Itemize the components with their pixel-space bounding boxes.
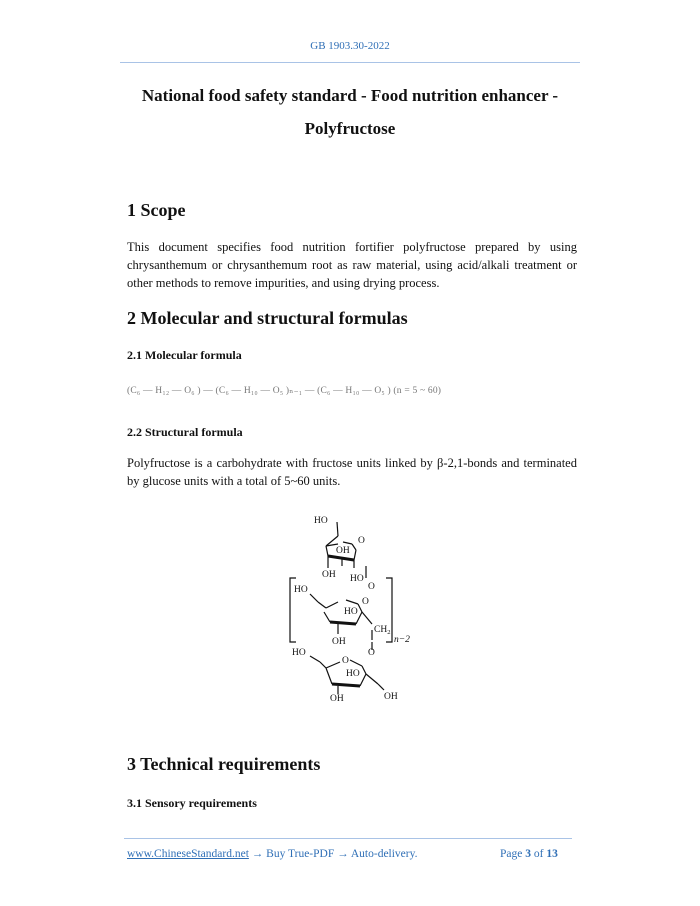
footer-arrow-1: → bbox=[251, 848, 264, 860]
page-indicator bbox=[500, 848, 558, 860]
structural-paragraph: Polyfructose is a carbohydrate with fructose units linked by β-2,1-bonds and terminated by glucose units with a total of 5~60 units. bbox=[127, 456, 577, 488]
footer-site-link[interactable]: www.ChineseStandard.net bbox=[127, 848, 249, 860]
label-oh-2: OH bbox=[322, 570, 336, 580]
label-repeat-n: n−2 bbox=[394, 635, 410, 645]
footer-arrow-2: → bbox=[337, 848, 349, 860]
label-oh-5: OH bbox=[384, 692, 398, 702]
label-ho-5: HO bbox=[292, 648, 306, 658]
molecular-formula: (C₆ — H₁₂ — O₆ ) — (C₆ — H₁₀ — O₅ )ₙ₋₁ — (C₆ — H₁₀ — O₅ ) (n = 5 ~ 60) bbox=[127, 386, 442, 396]
subheading-sensory: 3.1 Sensory requirements bbox=[127, 796, 257, 810]
footer-delivery-text: Auto-delivery. bbox=[350, 848, 418, 860]
footer-divider bbox=[124, 838, 572, 839]
label-o-3: O bbox=[342, 656, 349, 666]
label-oh-1: OH bbox=[336, 546, 350, 556]
page-current: 3 bbox=[525, 848, 531, 860]
section-heading-technical: 3 Technical requirements bbox=[127, 754, 321, 774]
header-divider bbox=[120, 62, 580, 63]
document-number: GB 1903.30-2022 bbox=[310, 40, 390, 52]
label-o-link-2: O bbox=[368, 648, 375, 658]
label-o-1: O bbox=[358, 536, 365, 546]
section-heading-formulas: 2 Molecular and structural formulas bbox=[127, 308, 408, 328]
section-heading-scope: 1 Scope bbox=[127, 200, 186, 220]
footer-buy-link[interactable]: Buy True-PDF bbox=[266, 848, 335, 860]
label-ho-2: HO bbox=[350, 574, 364, 584]
label-ch2: $CH_2$ bbox=[374, 625, 391, 636]
label-ho-3: HO bbox=[294, 585, 308, 595]
label-ho-6: HO bbox=[346, 669, 360, 679]
label-o-2: O bbox=[362, 597, 369, 607]
footer-links bbox=[127, 848, 418, 860]
page-title-line1: National food safety standard - Food nutrition enhancer - bbox=[141, 86, 559, 105]
label-ho-4: HO bbox=[344, 607, 358, 617]
page-title-line2: Polyfructose bbox=[304, 119, 396, 138]
label-ho-1: HO bbox=[314, 516, 328, 526]
subheading-molecular-formula: 2.1 Molecular formula bbox=[127, 348, 242, 362]
label-o-link-1: O bbox=[368, 582, 375, 592]
page-label: Page bbox=[500, 848, 523, 860]
page-total: 13 bbox=[546, 848, 558, 860]
label-oh-4: OH bbox=[330, 694, 344, 704]
page-of: of bbox=[533, 848, 544, 860]
label-oh-3: OH bbox=[332, 637, 346, 647]
subheading-structural-formula: 2.2 Structural formula bbox=[127, 425, 243, 439]
scope-paragraph: This document specifies food nutrition fortifier polyfructose prepared by using chrysanthemum or chrysanthemum root as raw material, using acid/alkali treatment or other methods to remove impurities, and using drying process. bbox=[127, 240, 577, 290]
structural-formula-diagram bbox=[280, 508, 430, 708]
